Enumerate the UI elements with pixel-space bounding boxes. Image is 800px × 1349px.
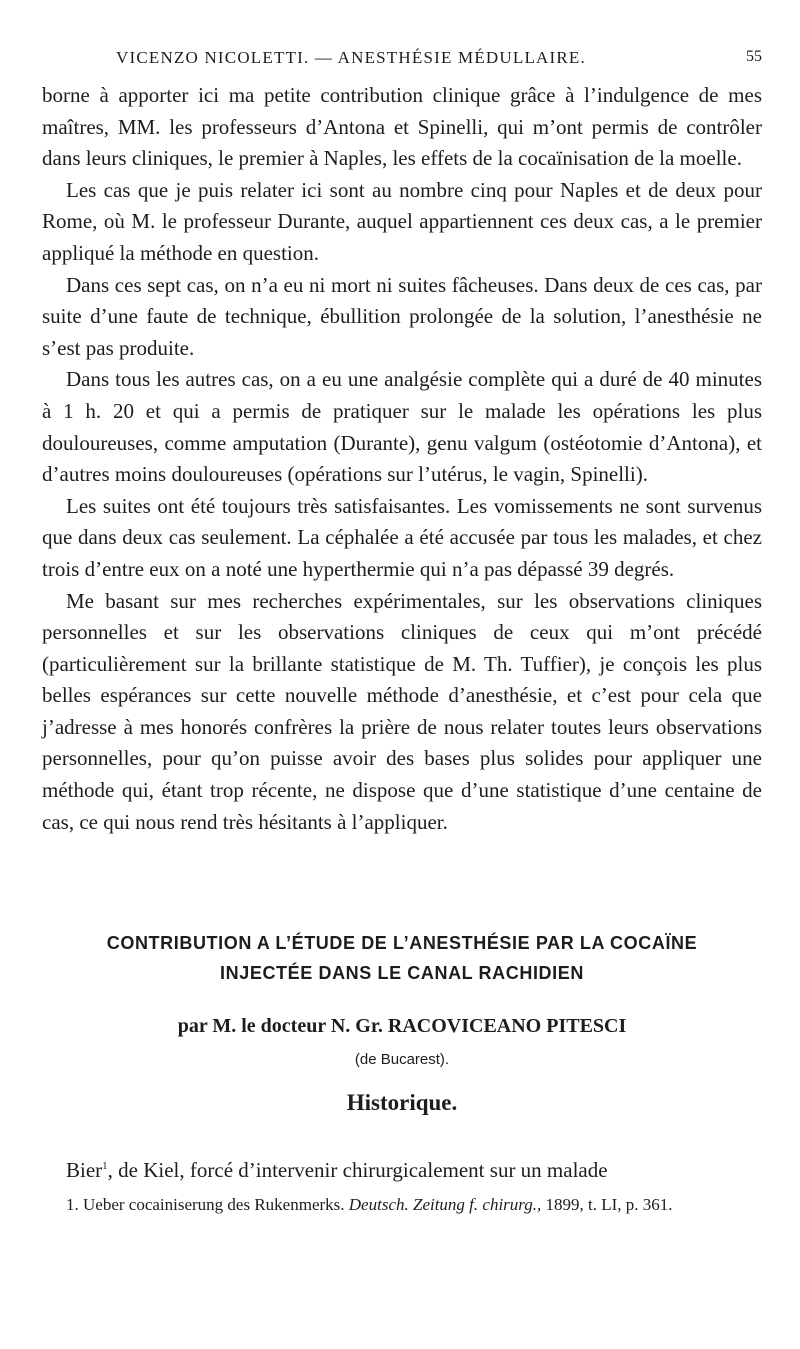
- footnote-text: Ueber cocainiserung des Rukenmerks.: [83, 1195, 345, 1214]
- intro-paragraph: [42, 1151, 762, 1185]
- paragraph: Les cas que je puis relater ici sont au nombre cinq pour Naples et de deux pour Rome, où M. le professeur Durante, auquel appartiennent ces deux cas, a le premier appliqué la méthode en question.: [42, 177, 762, 265]
- intro-text-rest: , de Kiel, forcé d’intervenir chirurgicalement sur un malade: [107, 1158, 608, 1182]
- article-title-line-2: INJECTÉE DANS LE CANAL RACHIDIEN: [220, 963, 584, 983]
- author-location: (de Bucarest).: [354, 1051, 450, 1068]
- footnote-journal: Deutsch. Zeitung f. chirurg.,: [348, 1195, 542, 1214]
- paragraph: Dans tous les autres cas, on a eu une analgésie complète qui a duré de 40 minutes à 1 h. 20 et qui a permis de pratiquer sur le malade les opérations les plus douloureuses, comme amputation (Durante), genu valgum (ostéotomie d’Antona), et d’autres moins douloureuses (opérations sur l’utérus, le vagin, Spinelli).: [42, 367, 762, 487]
- running-head-title: VICENZO NICOLETTI. — ANESTHÉSIE MÉDULLAIRE.: [116, 48, 586, 67]
- paragraph: borne à apporter ici ma petite contribution clinique grâce à l’indulgence de mes maîtres, MM. les professeurs d’Antona et Spinelli, qui m’ont permis de contrôler dans leurs cliniques, le premier à Naples, les effets de la cocaïnisation de la moelle.: [42, 83, 762, 171]
- article-title-line-1: CONTRIBUTION A L’ÉTUDE DE L’ANESTHÉSIE PAR LA COCAÏNE: [106, 933, 698, 953]
- paragraph: Me basant sur mes recherches expérimentales, sur les observations cliniques personnelles et sur les observations cliniques de ceux qui m’ont précédé (particulièrement sur la brillante statistique de M. Th. Tuffier), je conçois les plus belles espérances sur cette nouvelle méthode d’anesthésie, et c’est pour cela que j’adresse à mes honorés confrères la prière de nous relater toutes leurs observations personnelles, pour qu’on puisse avoir des bases plus solides pour appliquer une méthode qui, étant trop récente, ne dispose que d’une statistique d’une centaine de cas, ce qui nous rend très hésitants à l’appliquer.: [42, 588, 762, 834]
- footnote-citation: 1899, t. LI, p. 361.: [545, 1195, 673, 1214]
- page-number: 55: [746, 48, 762, 65]
- footnote: [42, 1193, 762, 1216]
- article-author: par M. le docteur N. Gr. RACOVICEANO PITESCI: [177, 1015, 627, 1037]
- section-subheading: Historique.: [346, 1090, 458, 1115]
- paragraph: Les suites ont été toujours très satisfaisantes. Les vomissements ne sont survenus que dans deux cas seulement. La céphalée a été accusée par tous les malades, et chez trois d’entre eux on a noté une hyperthermie qui n’a pas dépassé 39 degrés.: [42, 493, 762, 581]
- footnote-number: 1.: [66, 1195, 79, 1214]
- article-header: [42, 928, 762, 1118]
- body-text: [42, 80, 762, 838]
- running-head: [42, 48, 762, 72]
- intro-text-start: Bier: [66, 1158, 103, 1182]
- footnote-reference[interactable]: 1: [102, 1160, 108, 1172]
- paragraph: Dans ces sept cas, on n’a eu ni mort ni suites fâcheuses. Dans deux de ces cas, par suite d’une faute de technique, ébullition prolongée de la solution, l’anesthésie ne s’est pas produite.: [42, 272, 762, 360]
